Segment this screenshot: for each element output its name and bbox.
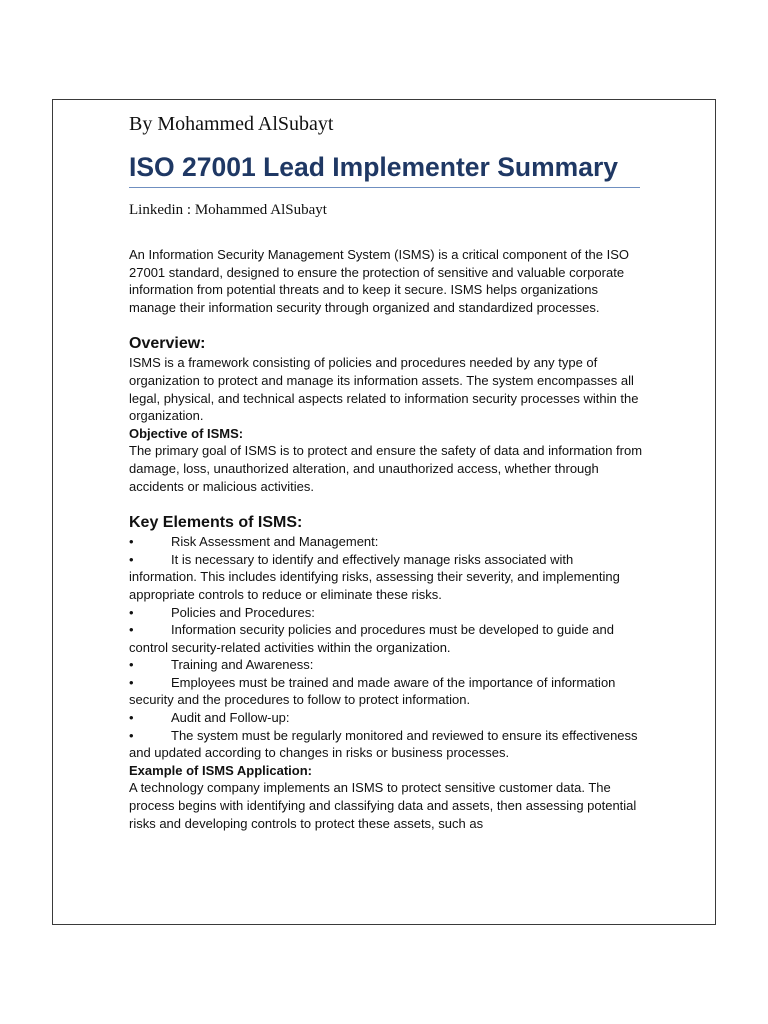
list-item-text: Risk Assessment and Management: [171, 534, 379, 550]
document-content [129, 112, 644, 832]
list-item [129, 551, 644, 604]
list-item-text: Policies and Procedures: [171, 604, 315, 620]
list-item-text: The system must be regularly monitored and reviewed to ensure its effectiveness and updated according to changes in risks or business processes. [129, 727, 638, 761]
list-item-text: It is necessary to identify and effectively manage risks associated with information. This includes identifying risks, assessing their severity, and implementing appropriate controls to reduce or eliminate these risks. [129, 551, 620, 602]
list-item [129, 727, 644, 762]
objective-heading: Objective of ISMS: [129, 425, 244, 441]
bullet-icon: • [129, 727, 134, 743]
list-item-text: Employees must be trained and made aware of the importance of information security and the procedures to follow to protect information. [129, 674, 616, 708]
bullet-icon: • [129, 622, 134, 638]
author-line: By Mohammed AlSubayt [129, 113, 334, 135]
key-elements-heading: Key Elements of ISMS: [129, 514, 303, 532]
bullet-icon: • [129, 604, 134, 620]
list-item [129, 533, 644, 551]
overview-paragraph: ISMS is a framework consisting of policies and procedures needed by any type of organization to protect and manage its information assets. The system encompasses all legal, physical, and technical aspects related to information security processes within the organization. [129, 355, 639, 424]
bullet-icon: • [129, 657, 134, 673]
list-item-text: Information security policies and procedures must be developed to guide and control security-related activities within the organization. [129, 622, 614, 655]
bullet-icon: • [129, 551, 134, 567]
list-item-text: Training and Awareness: [171, 657, 314, 673]
list-item [129, 674, 644, 709]
bullet-icon: • [129, 534, 134, 550]
bullet-icon: • [129, 710, 134, 726]
key-elements-list [129, 533, 644, 762]
example-paragraph: A technology company implements an ISMS to protect sensitive customer data. The process begins with identifying and classifying data and assets, then assessing potential risks and developing controls to protect these assets, such as [129, 780, 637, 831]
list-item [129, 621, 644, 656]
overview-heading: Overview: [129, 335, 206, 353]
list-item [129, 604, 644, 622]
list-item [129, 709, 644, 727]
linkedin-line: Linkedin : Mohammed AlSubayt [129, 202, 327, 218]
example-heading: Example of ISMS Application: [129, 762, 312, 778]
objective-paragraph: The primary goal of ISMS is to protect and ensure the safety of data and information from damage, loss, unauthorized alteration, and unauthorized access, whether through accidents or malicious activities. [129, 443, 643, 494]
intro-paragraph: An Information Security Management System (ISMS) is a critical component of the ISO 27001 standard, designed to ensure the protection of sensitive and valuable corporate information from potential threats and to keep it secure. ISMS helps organizations manage their information security through organized and standardized processes. [129, 247, 629, 315]
list-item-text: Audit and Follow-up: [171, 710, 290, 726]
list-item [129, 656, 644, 674]
bullet-icon: • [129, 674, 134, 690]
page-title: ISO 27001 Lead Implementer Summary [129, 150, 640, 188]
